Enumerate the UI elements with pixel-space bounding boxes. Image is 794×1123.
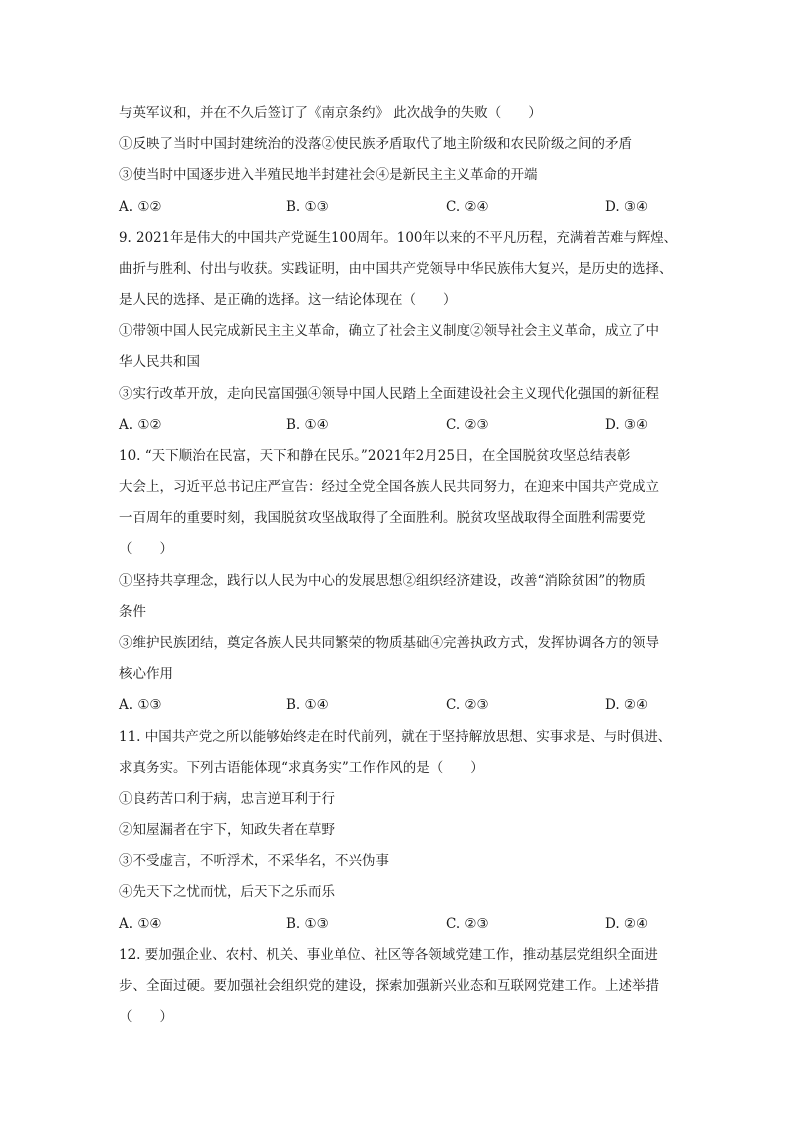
question-8-options bbox=[119, 197, 679, 217]
question-10-options bbox=[119, 695, 679, 715]
question-12-stem-line-1: 12. 要加强企业、农村、机关、事业单位、社区等各领域党建工作，推动基层党组织全面进 bbox=[119, 947, 658, 963]
question-9-stem-line-1: 9. 2021年是伟大的中国共产党诞生100周年。100年以来的不平凡历程，充满着苦难与辉煌、 bbox=[119, 230, 678, 246]
question-9-statement-3-4: ③实行改革开放，走向民富国强④领导中国人民踏上全面建设社会主义现代化强国的新征程 bbox=[119, 386, 659, 402]
question-11-stem-line-1: 11. 中国共产党之所以能够始终走在时代前列，就在于坚持解放思想、实事求是、与时俱进、 bbox=[119, 729, 672, 745]
option-a[interactable]: A. ①③ bbox=[119, 697, 162, 713]
option-d[interactable]: D. ②④ bbox=[605, 697, 649, 713]
question-9-statement-2-cont: 华人民共和国 bbox=[119, 354, 200, 370]
option-c[interactable]: C. ②④ bbox=[446, 199, 489, 215]
question-12-stem-line-2: 步、全面过硬。要加强社会组织党的建设，探索加强新兴业态和互联网党建工作。上述举措 bbox=[119, 978, 659, 994]
question-10-statement-2-cont: 条件 bbox=[119, 604, 146, 620]
option-c[interactable]: C. ②③ bbox=[446, 916, 489, 932]
question-11-statement-1: ①良药苦口利于病，忠言逆耳利于行 bbox=[119, 791, 335, 807]
question-11-options bbox=[119, 914, 679, 934]
question-9-statement-1-2: ①带领中国人民完成新民主主义革命，确立了社会主义制度②领导社会主义革命，成立了中 bbox=[119, 323, 659, 339]
option-a[interactable]: A. ①② bbox=[119, 417, 162, 433]
option-b[interactable]: B. ①④ bbox=[286, 697, 329, 713]
question-11-statement-4: ④先天下之忧而忧，后天下之乐而乐 bbox=[119, 884, 335, 900]
question-10-statement-4-cont: 核心作用 bbox=[119, 666, 173, 682]
option-d[interactable]: D. ③④ bbox=[605, 199, 649, 215]
option-b[interactable]: B. ①④ bbox=[286, 417, 329, 433]
option-a[interactable]: A. ①② bbox=[119, 199, 162, 215]
question-8-statement-3-4: ③使当时中国逐步进入半殖民地半封建社会④是新民主主义革命的开端 bbox=[119, 167, 538, 183]
question-10-answer-blank: （ ） bbox=[119, 541, 173, 557]
question-9-stem-line-2: 曲折与胜利、付出与收获。实践证明，由中国共产党领导中华民族伟大复兴，是历史的选择、 bbox=[119, 261, 673, 277]
question-10-stem-line-3: 一百周年的重要时刻，我国脱贫攻坚战取得了全面胜利。脱贫攻坚战取得全面胜利需要党 bbox=[119, 510, 646, 526]
option-d[interactable]: D. ③④ bbox=[605, 417, 649, 433]
question-10-statement-3-4: ③维护民族团结，奠定各族人民共同繁荣的物质基础④完善执政方式，发挥协调各方的领导 bbox=[119, 635, 659, 651]
question-11-statement-2: ②知屋漏者在宇下，知政失者在草野 bbox=[119, 822, 335, 838]
option-d[interactable]: D. ②④ bbox=[605, 916, 649, 932]
option-c[interactable]: C. ②③ bbox=[446, 417, 489, 433]
question-11-stem-line-2: 求真务实。下列古语能体现“求真务实”工作作风的是（ ） bbox=[119, 760, 484, 776]
question-10-stem-line-2: 大会上，习近平总书记庄严宣告：经过全党全国各族人民共同努力，在迎来中国共产党成立 bbox=[119, 479, 659, 495]
option-b[interactable]: B. ①③ bbox=[286, 199, 329, 215]
option-a[interactable]: A. ①④ bbox=[119, 916, 162, 932]
option-c[interactable]: C. ②③ bbox=[446, 697, 489, 713]
option-b[interactable]: B. ①③ bbox=[286, 916, 329, 932]
question-8-statement-1-2: ①反映了当时中国封建统治的没落②使民族矛盾取代了地主阶级和农民阶级之间的矛盾 bbox=[119, 136, 632, 152]
question-8-stem: 与英军议和，并在不久后签订了《南京条约》 此次战争的失败（ ） bbox=[119, 105, 542, 121]
question-9-options bbox=[119, 415, 679, 435]
question-10-statement-1-2: ①坚持共享理念，践行以人民为中心的发展思想②组织经济建设，改善“消除贫困”的物质 bbox=[119, 573, 646, 589]
question-9-stem-line-3: 是人民的选择、是正确的选择。这一结论体现在（ ） bbox=[119, 292, 457, 308]
question-12-answer-blank: （ ） bbox=[119, 1009, 173, 1025]
question-10-stem-line-1: 10. “天下顺治在民富，天下和静在民乐。”2021年2月25日，在全国脱贫攻坚总结表彰 bbox=[119, 448, 631, 464]
question-11-statement-3: ③不受虚言，不听浮术，不采华名，不兴伪事 bbox=[119, 853, 389, 869]
